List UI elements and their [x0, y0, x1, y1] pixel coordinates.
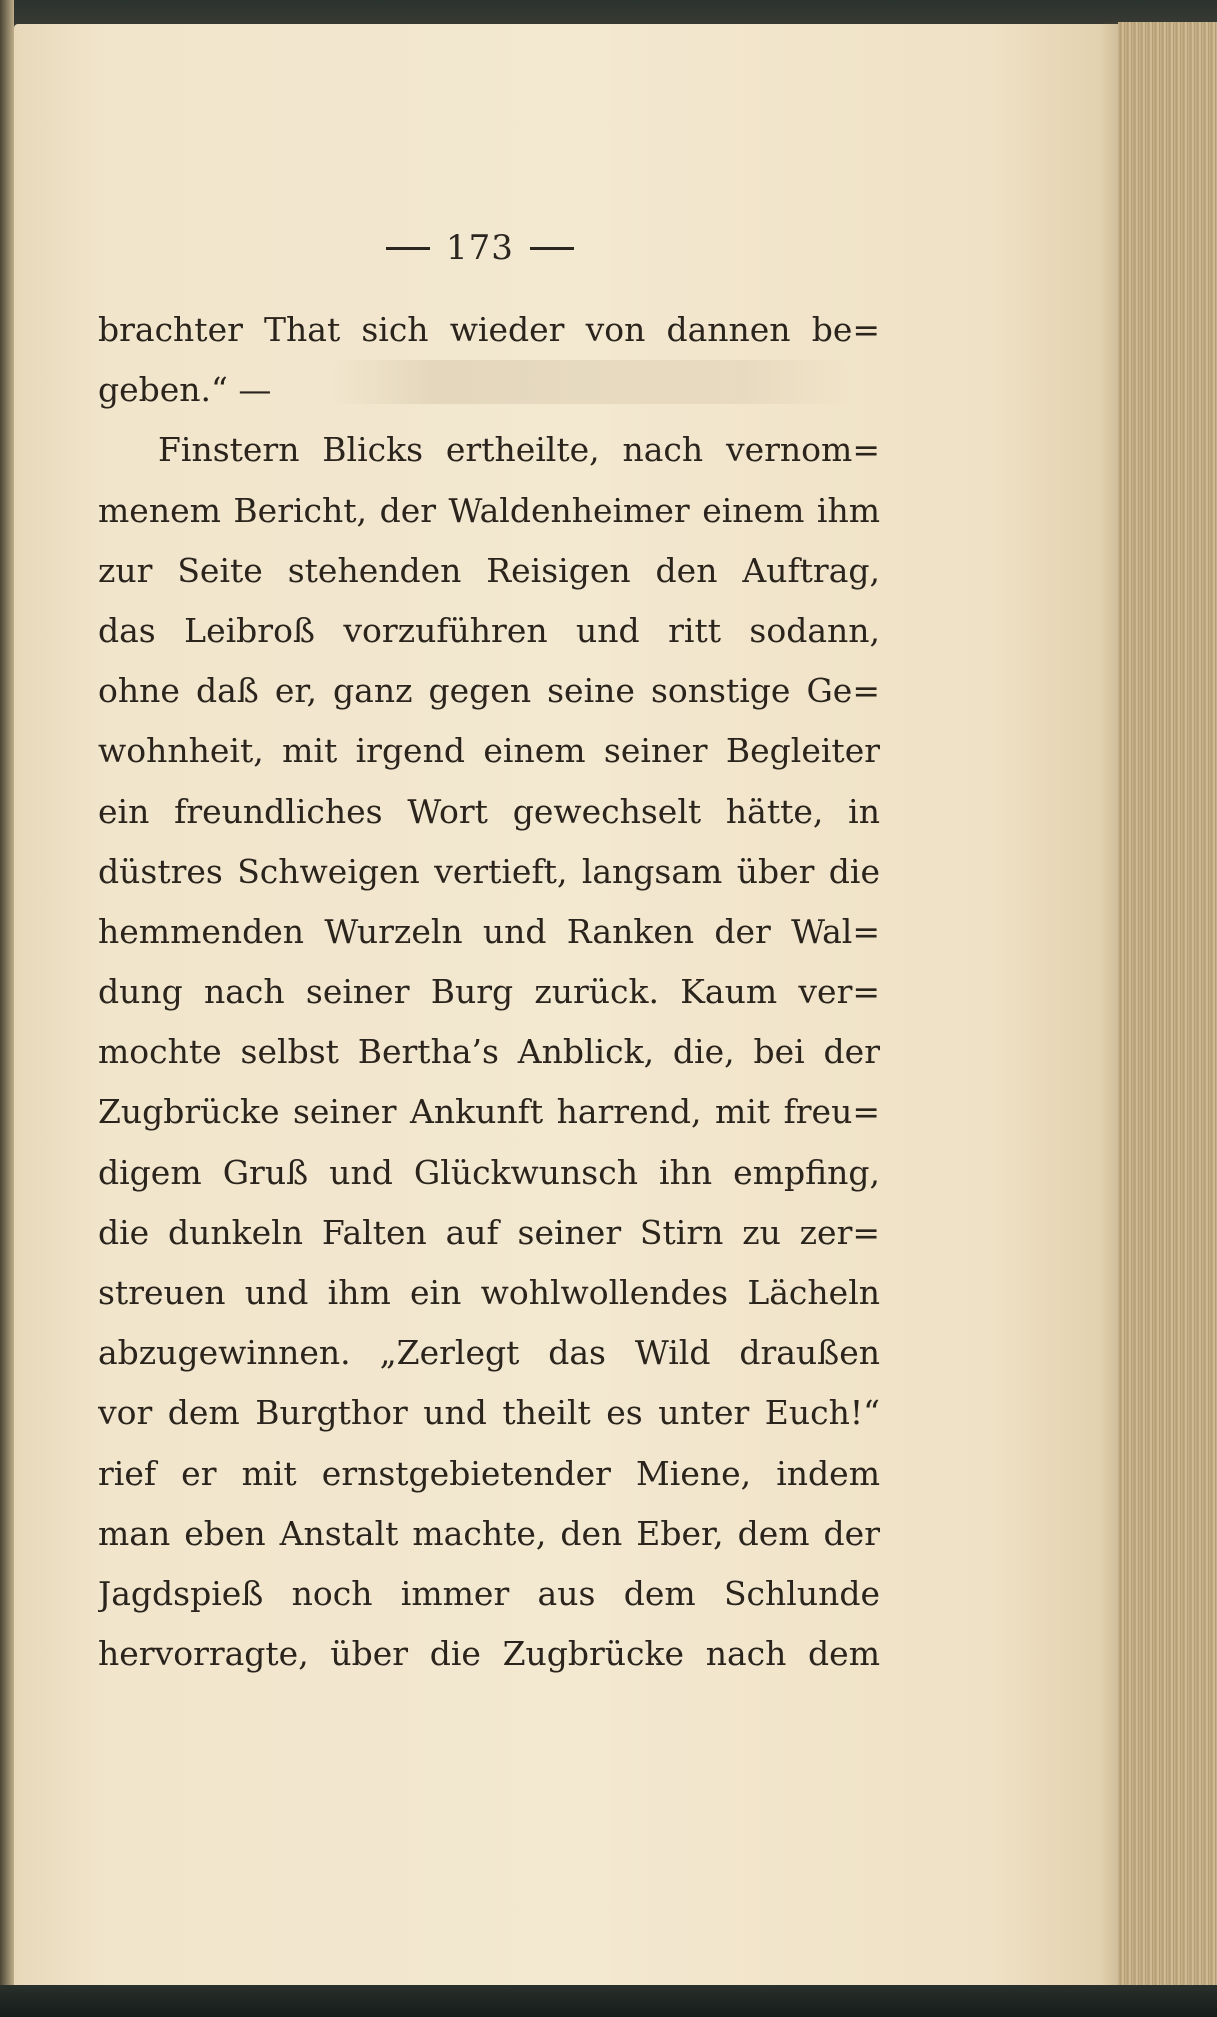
page-stack-edge — [1118, 22, 1217, 1994]
text-line: hemmenden Wurzeln und Ranken der Wal= — [98, 911, 880, 951]
text-line: Jagdspieß noch immer aus dem Schlunde — [98, 1573, 880, 1613]
text-line: rief er mit ernstgebietender Miene, indem — [98, 1453, 880, 1493]
text-line: ein freundliches Wort gewechselt hätte, in — [98, 791, 880, 831]
text-line: geben.“ — — [98, 370, 272, 410]
text-line: Finstern Blicks ertheilte, nach vernom= — [158, 430, 880, 470]
body-text — [98, 300, 880, 1684]
text-line: düstres Schweigen vertieft, langsam über die — [98, 851, 880, 891]
text-line: brachter That sich wieder von dannen be= — [98, 310, 880, 349]
text-line: mochte selbst Bertha’s Anblick, die, bei der — [98, 1032, 880, 1072]
book-cover-bottom-edge — [0, 1985, 1217, 2017]
page-header — [360, 218, 600, 278]
text-line: hervorragte, über die Zugbrücke nach dem — [98, 1634, 880, 1674]
text-line: zur Seite stehenden Reisigen den Auftrag, — [98, 550, 880, 590]
text-line: man eben Anstalt machte, den Eber, dem der — [98, 1513, 880, 1553]
text-line: Zugbrücke seiner Ankunft harrend, mit freu= — [98, 1092, 880, 1132]
header-dash-right — [530, 247, 574, 250]
text-line: vor dem Burgthor und theilt es unter Euch!“ — [98, 1393, 880, 1433]
text-line: ohne daß er, ganz gegen seine sonstige Ge= — [98, 671, 880, 711]
text-line: menem Bericht, der Waldenheimer einem ihm — [98, 490, 880, 530]
text-line: abzugewinnen. „Zerlegt das Wild draußen — [98, 1333, 880, 1373]
header-dash-left — [386, 247, 430, 250]
text-line: das Leibroß vorzuführen und ritt sodann, — [98, 610, 880, 650]
text-line: dung nach seiner Burg zurück. Kaum ver= — [98, 972, 880, 1012]
text-line: die dunkeln Falten auf seiner Stirn zu zer= — [98, 1212, 880, 1252]
book-gutter — [0, 0, 14, 2017]
text-line: wohnheit, mit irgend einem seiner Begleiter — [98, 731, 880, 771]
page-number: 173 — [446, 228, 514, 268]
text-line: streuen und ihm ein wohlwollendes Lächeln — [98, 1273, 880, 1312]
text-line: digem Gruß und Glückwunsch ihn empfing, — [98, 1152, 880, 1192]
